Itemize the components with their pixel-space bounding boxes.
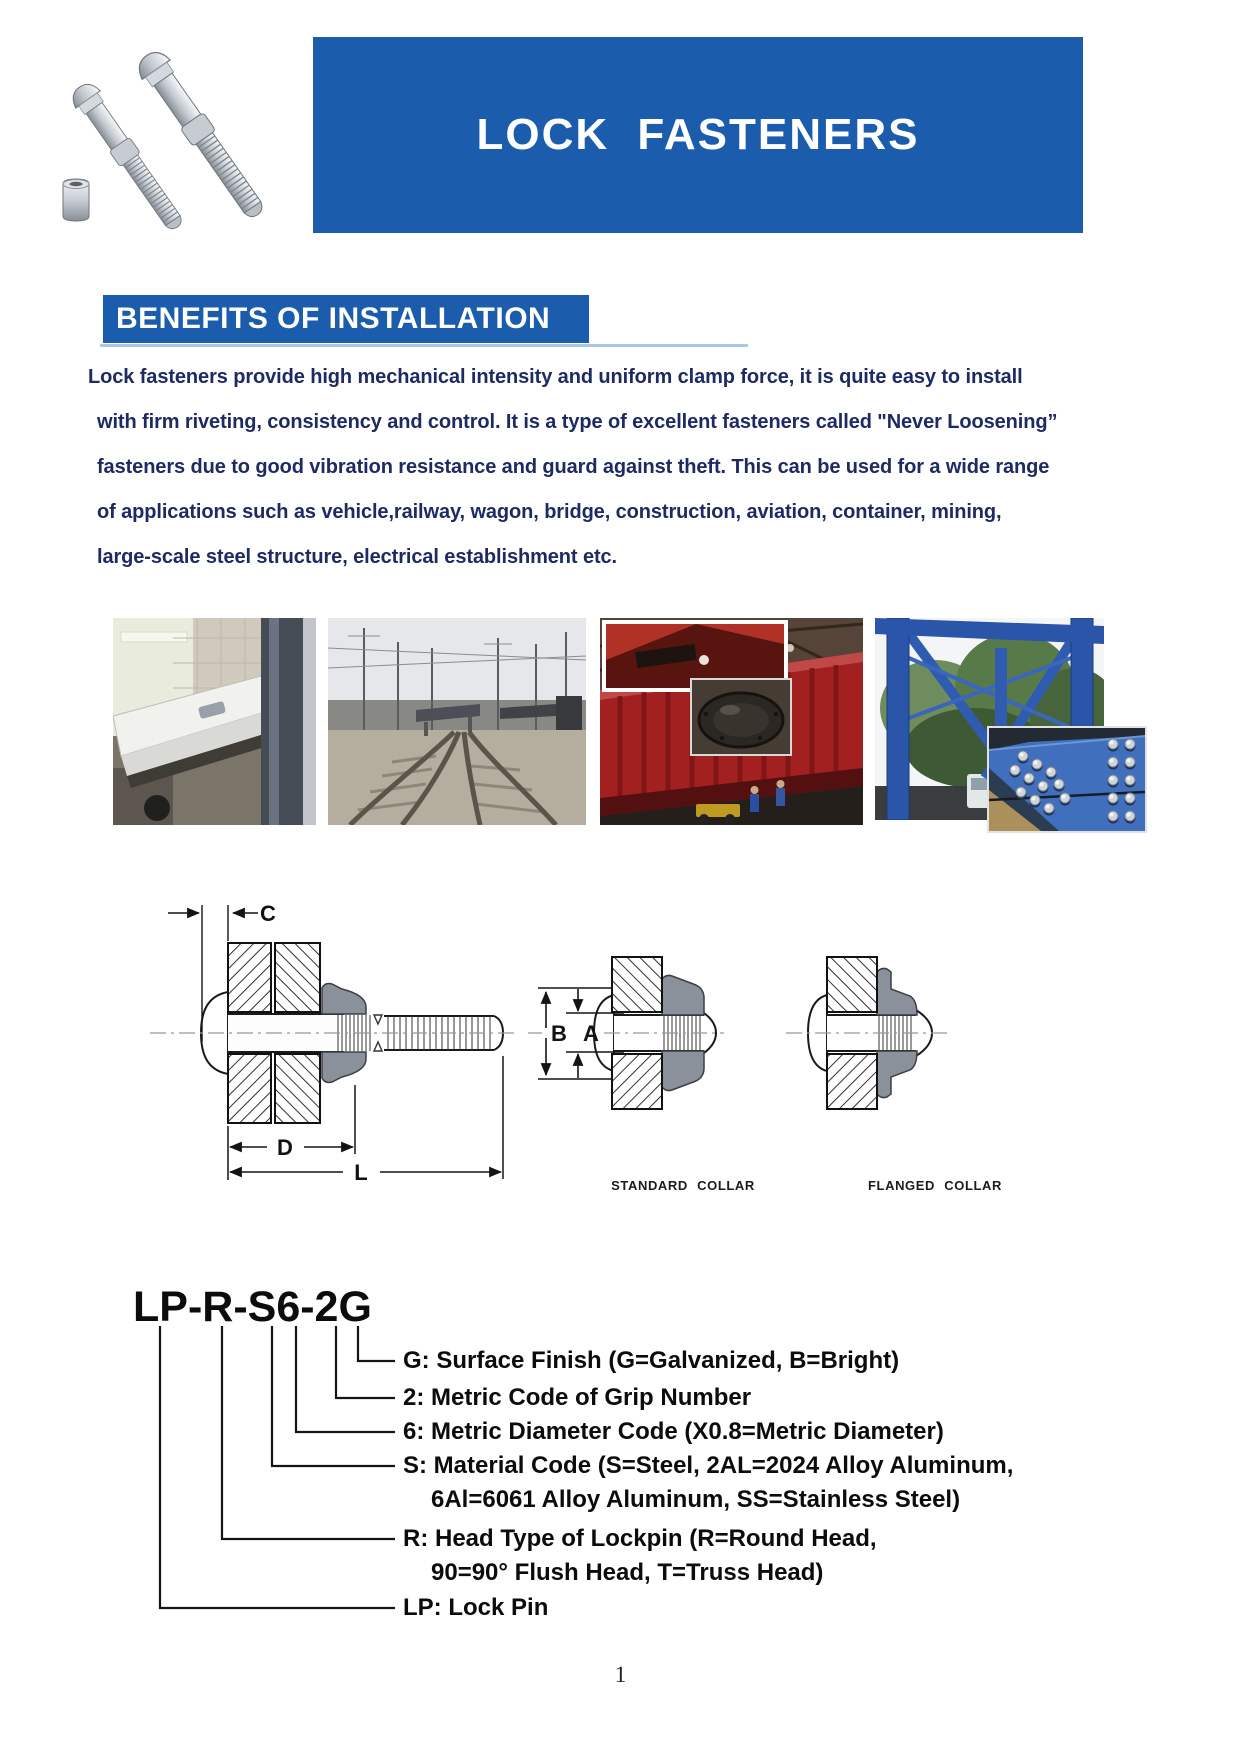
- page-number: 1: [614, 1662, 627, 1687]
- explanation-material-code-cont: 6Al=6061 Alloy Aluminum, SS=Stainless Steel): [431, 1486, 961, 1513]
- dim-label-a: A: [583, 1021, 599, 1046]
- page-title: LOCK FASTENERS: [476, 110, 920, 159]
- dim-label-l: L: [354, 1160, 368, 1185]
- dim-label-c: C: [260, 901, 276, 926]
- main-assembly-diagram: [168, 901, 503, 1185]
- section-heading: BENEFITS OF INSTALLATION: [116, 302, 551, 335]
- explanation-diameter-code: 6: Metric Diameter Code (X0.8=Metric Diameter): [403, 1418, 944, 1445]
- photo-inset-bolted-plate: [987, 726, 1147, 833]
- part-number-tree: [130, 1320, 430, 1620]
- part-number-code: LP-R-S6-2G: [133, 1283, 372, 1331]
- paragraph-line: fasteners due to good vibration resistance and guard against theft. This can be used for a wide range: [97, 456, 1050, 478]
- collar-piece: [63, 179, 89, 221]
- explanation-head-type: R: Head Type of Lockpin (R=Round Head,: [403, 1525, 877, 1552]
- heading-underline: [100, 344, 748, 347]
- explanation-lock-pin: LP: Lock Pin: [403, 1594, 549, 1621]
- header-banner: [313, 37, 1083, 233]
- explanation-surface-finish: G: Surface Finish (G=Galvanized, B=Bright): [403, 1347, 900, 1374]
- paragraph-line: of applications such as vehicle,railway, wagon, bridge, construction, aviation, container, mining,: [97, 501, 1002, 523]
- photo-truck-trailer: [113, 618, 316, 825]
- explanation-head-type-cont: 90=90° Flush Head, T=Truss Head): [431, 1559, 824, 1586]
- photo-inset-round-plate: [690, 678, 792, 756]
- caption-flanged-collar: FLANGED COLLAR: [868, 1178, 1002, 1193]
- lockbolt-technical-diagram: [130, 880, 1030, 1210]
- paragraph-line: large-scale steel structure, electrical establishment etc.: [97, 546, 618, 568]
- paragraph-line: Lock fasteners provide high mechanical intensity and uniform clamp force, it is quite easy to install: [88, 366, 1023, 388]
- paragraph-line: with firm riveting, consistency and control. It is a type of excellent fasteners called "Never Loosening”: [97, 411, 1058, 433]
- lockbolt-product-photo: [35, 48, 285, 230]
- dim-label-b: B: [551, 1021, 567, 1046]
- photo-railway-tracks: [328, 618, 586, 825]
- explanation-material-code: S: Material Code (S=Steel, 2AL=2024 Alloy Aluminum,: [403, 1452, 1014, 1479]
- dim-label-d: D: [277, 1135, 293, 1160]
- explanation-grip-number: 2: Metric Code of Grip Number: [403, 1384, 752, 1411]
- lockbolt-product-image: [35, 48, 285, 230]
- section-heading-bar: [103, 295, 589, 343]
- caption-standard-collar: STANDARD COLLAR: [611, 1178, 755, 1193]
